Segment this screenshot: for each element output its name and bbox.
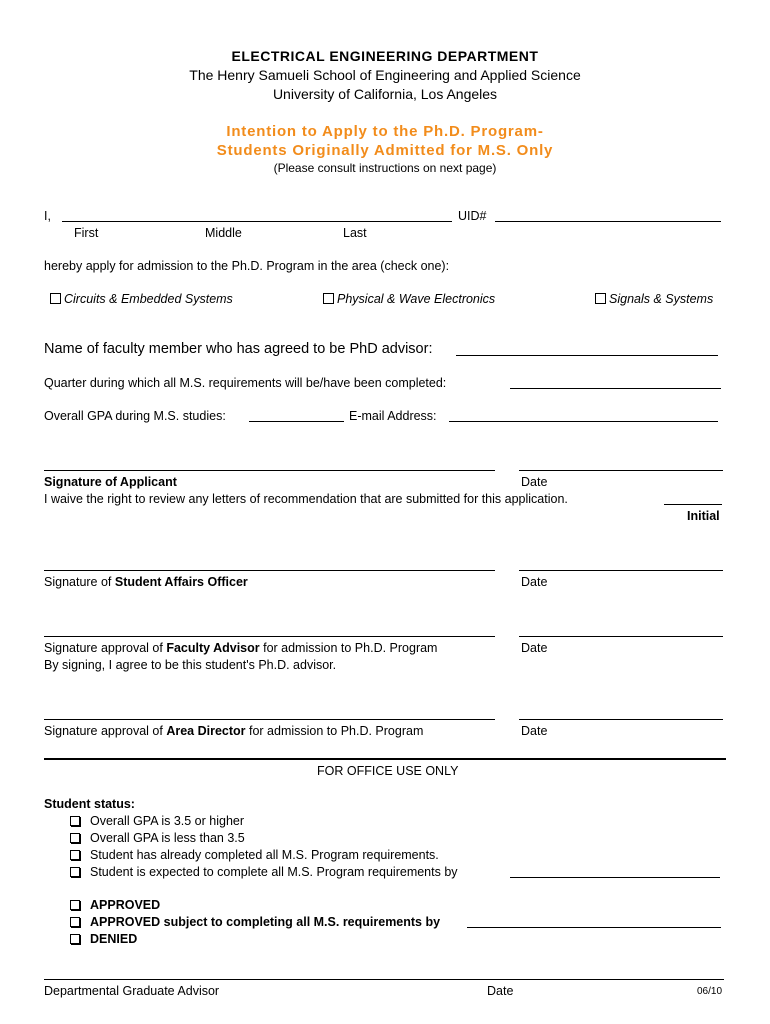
area-director-date-line[interactable] — [519, 719, 723, 720]
area-director-signature-line[interactable] — [44, 719, 495, 720]
uid-label: UID# — [458, 209, 487, 223]
faculty-signature-line[interactable] — [44, 636, 495, 637]
quarter-label: Quarter during which all M.S. requirements will be/have been completed: — [44, 376, 447, 390]
last-name-label: Last — [343, 226, 367, 240]
checkbox-icon[interactable] — [70, 850, 80, 860]
applicant-date-line[interactable] — [519, 470, 723, 471]
faculty-date-label: Date — [521, 641, 548, 655]
checkbox-icon[interactable] — [70, 867, 80, 877]
i-prefix: I, — [44, 209, 51, 223]
area-label: Circuits & Embedded Systems — [64, 292, 233, 306]
faculty-signature-label: Signature approval of Faculty Advisor for admission to Ph.D. Program — [44, 641, 438, 655]
area-director-date-label: Date — [521, 724, 548, 738]
area-director-signature-label: Signature approval of Area Director for admission to Ph.D. Program — [44, 724, 424, 738]
faculty-date-line[interactable] — [519, 636, 723, 637]
instructions-note: (Please consult instructions on next page) — [273, 161, 497, 175]
checkbox-icon[interactable] — [50, 293, 61, 304]
form-title-line2: Students Originally Admitted for M.S. Only — [216, 142, 554, 159]
status-gpa-low[interactable]: Overall GPA is less than 3.5 — [70, 831, 245, 845]
form-version: 06/10 — [697, 986, 723, 997]
applicant-date-label: Date — [521, 475, 548, 489]
email-field[interactable] — [449, 421, 718, 422]
gpa-field[interactable] — [249, 421, 344, 422]
checkbox-icon[interactable] — [70, 934, 80, 944]
status-expected[interactable]: Student is expected to complete all M.S. Program requirements by — [70, 865, 458, 879]
sao-date-label: Date — [521, 575, 548, 589]
waiver-statement: I waive the right to review any letters of recommendation that are submitted for this application. — [44, 492, 568, 506]
sao-signature-line[interactable] — [44, 570, 495, 571]
office-use-divider — [44, 758, 726, 760]
sao-signature-label: Signature of Student Affairs Officer — [44, 575, 248, 589]
area-option-signals[interactable] — [595, 292, 713, 306]
applicant-signature-label: Signature of Applicant — [44, 475, 177, 489]
area-label: Signals & Systems — [609, 292, 714, 306]
email-label: E-mail Address: — [349, 409, 437, 423]
checkbox-icon[interactable] — [70, 900, 80, 910]
initial-label: Initial — [687, 509, 720, 523]
quarter-field[interactable] — [510, 388, 721, 389]
graduate-advisor-label: Departmental Graduate Advisor — [44, 984, 220, 998]
applicant-signature-line[interactable] — [44, 470, 495, 471]
area-label: Physical & Wave Electronics — [337, 292, 496, 306]
sao-date-line[interactable] — [519, 570, 723, 571]
decision-denied[interactable]: DENIED — [70, 932, 137, 946]
university-name: University of California, Los Angeles — [272, 86, 498, 102]
apply-statement: hereby apply for admission to the Ph.D. Program in the area (check one): — [44, 259, 450, 273]
requirements-by-field[interactable] — [467, 927, 721, 928]
middle-name-label: Middle — [205, 226, 242, 240]
checkbox-icon[interactable] — [595, 293, 606, 304]
decision-approved[interactable]: APPROVED — [70, 898, 160, 912]
area-option-physical[interactable] — [323, 292, 495, 306]
faculty-agreement-note: By signing, I agree to be this student's Ph.D. advisor. — [44, 658, 337, 672]
advisor-field[interactable] — [456, 355, 718, 356]
area-option-circuits[interactable] — [50, 292, 233, 306]
decision-approved-subject[interactable]: APPROVED subject to completing all M.S. requirements by — [70, 915, 440, 929]
graduate-advisor-signature-line[interactable] — [44, 979, 724, 980]
status-gpa-high[interactable]: Overall GPA is 3.5 or higher — [70, 814, 244, 828]
expected-completion-field[interactable] — [510, 877, 720, 878]
status-completed[interactable]: Student has already completed all M.S. Program requirements. — [70, 848, 439, 862]
school-name: The Henry Samueli School of Engineering and Applied Science — [189, 67, 581, 83]
advisor-label: Name of faculty member who has agreed to be PhD advisor: — [44, 341, 433, 357]
first-name-label: First — [74, 226, 99, 240]
gpa-label: Overall GPA during M.S. studies: — [44, 409, 226, 423]
checkbox-icon[interactable] — [70, 816, 80, 826]
initial-field[interactable] — [664, 504, 722, 505]
checkbox-icon[interactable] — [70, 917, 80, 927]
office-use-heading: FOR OFFICE USE ONLY — [317, 764, 459, 778]
checkbox-icon[interactable] — [323, 293, 334, 304]
graduate-advisor-date-label: Date — [487, 984, 514, 998]
name-field[interactable] — [62, 221, 452, 222]
checkbox-icon[interactable] — [70, 833, 80, 843]
uid-field[interactable] — [495, 221, 721, 222]
department-heading: ELECTRICAL ENGINEERING DEPARTMENT — [231, 48, 539, 64]
student-status-label: Student status: — [44, 797, 135, 811]
form-title-line1: Intention to Apply to the Ph.D. Program- — [226, 123, 544, 140]
